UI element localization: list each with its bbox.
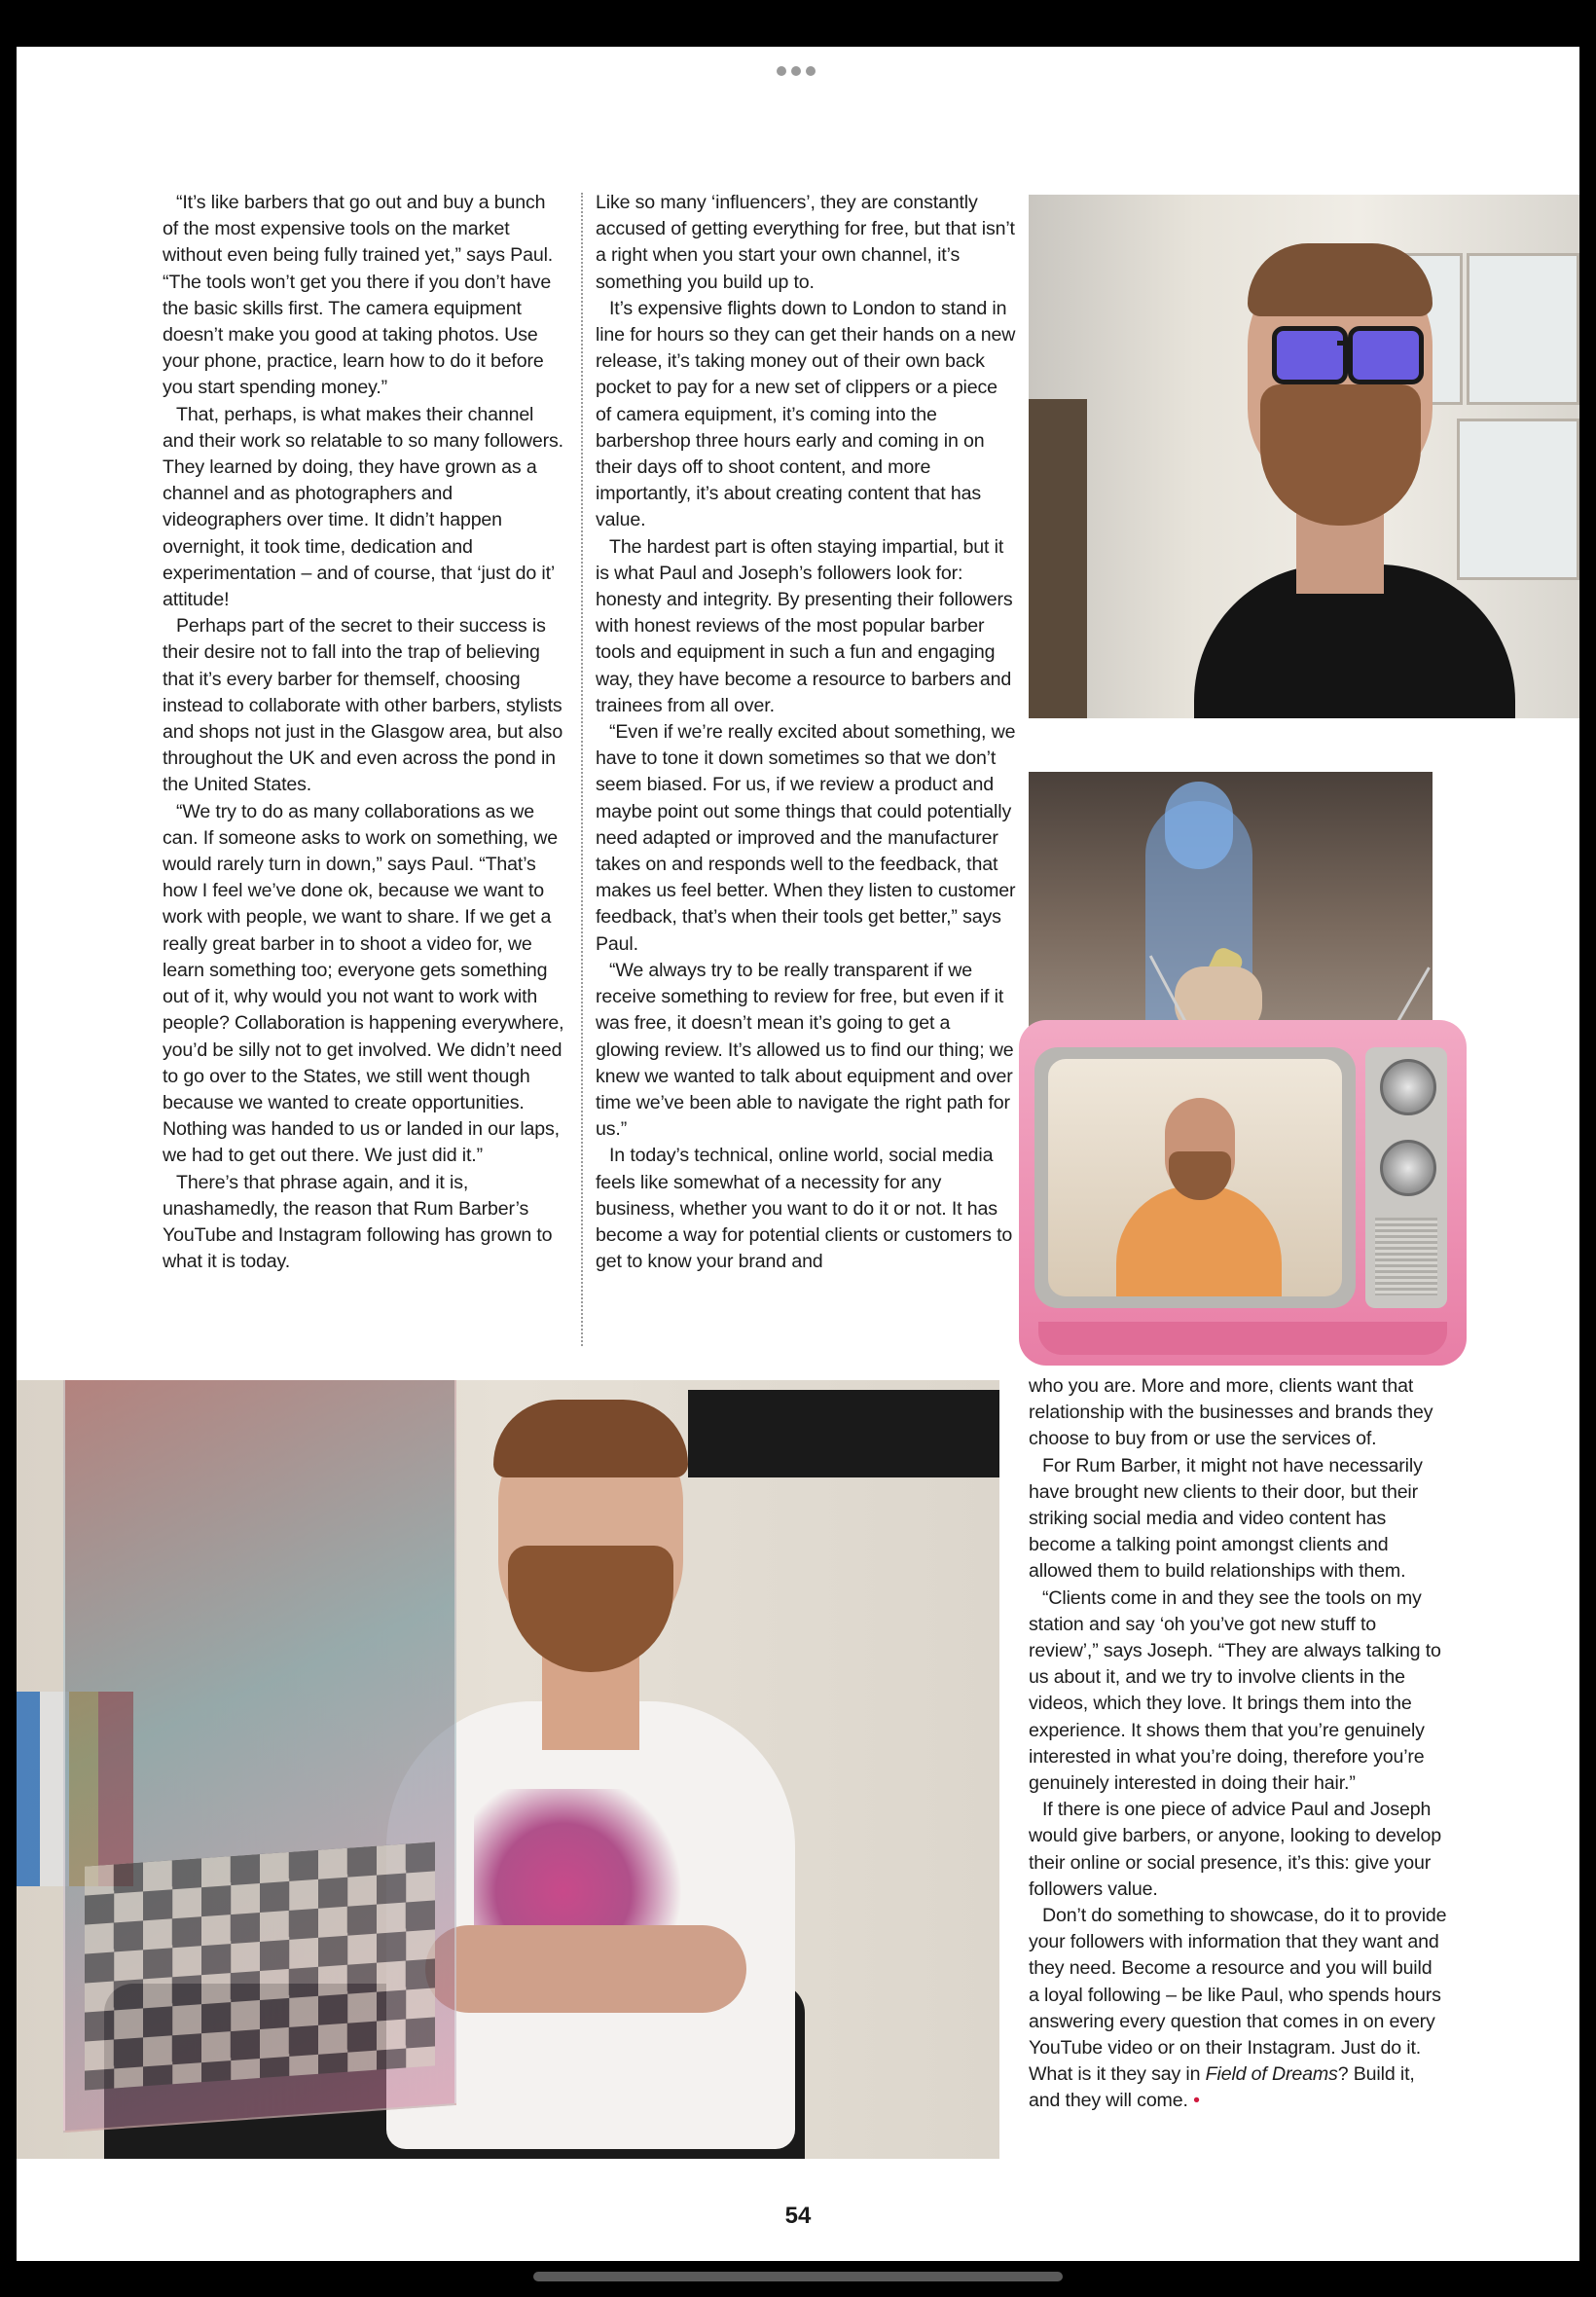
final-text-end: ? Build it, and they will come. [1029, 2063, 1415, 2112]
paragraph: In today’s technical, online world, social media feels like somewhat of a necessity for any business, whether you want to do it or not. It has become a way for potential clients or customers to get to know your brand and [596, 1145, 1013, 1273]
retro-tv-photo [1019, 1020, 1467, 1366]
page-number: 54 [784, 2203, 812, 2229]
end-mark: • [1193, 2090, 1200, 2112]
paragraph: “Clients come in and they see the tools on my station and say ‘oh you’ve got new stuff to review’,” says Joseph. “They are always talking to us about it, and we try to involve clients in the videos, which they love. It brings them into the experience. It shows them that you’re genuinely interested in what you’re doing, therefore you’re genuinely interested in doing their hair.” [1029, 1586, 1441, 1795]
paragraph: That, perhaps, is what makes their channel and their work so relatable to so many followers. They learned by doing, they have grown as a channel and as photographers and videographers over time. It didn’t happen overnight, it took time, dedication and experimentation – and of course, that ‘just do it’ attitude! [163, 403, 563, 611]
article-column-1 [163, 190, 565, 1275]
paragraph: For Rum Barber, it might not have necessarily have brought new clients to their door, but their striking social media and video content has become a talking point amongst clients and allowed them to build relationships with them. [1029, 1454, 1423, 1583]
paragraph: If there is one piece of advice Paul and Joseph would give barbers, or anyone, looking to develop their online or social presence, it’s this: give your followers value. [1029, 1799, 1441, 1900]
tv-screen [1048, 1059, 1342, 1296]
magazine-page [17, 47, 1579, 2261]
home-indicator-bar[interactable] [533, 2272, 1063, 2281]
seated-barber-photo [17, 1380, 999, 2159]
film-title: Field of Dreams [1205, 2063, 1338, 2086]
tv-control-panel [1365, 1047, 1447, 1308]
article-column-2 [596, 190, 1017, 1275]
paragraph: It’s expensive flights down to London to stand in line for hours so they can get their hands on a new release, it’s taking money out of their own back pocket to pay for a new set of clippers or a piece of camera equipment, it’s coming into the barbershop three hours early and coming in on their days off to shoot content, and more importantly, it’s about creating content that has value. [596, 297, 1016, 531]
paragraph: There’s that phrase again, and it is, unashamedly, the reason that Rum Barber’s YouTube and Instagram following has grown to what it is today. [163, 1171, 553, 1273]
paragraph: The hardest part is often staying impartial, but it is what Paul and Joseph’s followers look for: honesty and integrity. By presenting their followers with honest reviews of the most popular barber tools and equipment in such a fun and engaging way, they have become a resource to barbers and trainees from all over. [596, 535, 1013, 716]
paragraph: Like so many ‘influencers’, they are constantly accused of getting everything for free, but that isn’t a right when you start your own channel, it’s something you build up to. [596, 192, 1015, 293]
barber-shop-card-image [63, 1380, 456, 2133]
paragraph: “Even if we’re really excited about something, we have to tone it down sometimes so that we don’t seem biased. For us, if we review a product and maybe point out some things that could potentially need adapted or improved and the manufacturer takes on and responds well to the feedback, that makes us feel better. When they listen to customer feedback, that’s when their tools get better,” says Paul. [596, 721, 1016, 955]
hologram-photo [1029, 772, 1433, 1054]
final-paragraph [1029, 1903, 1447, 2115]
paragraph: “We always try to be really transparent if we receive something to review for free, but even if it was free, it doesn’t mean it’s going to get a glowing review. It’s allowed us to find our thing; we knew we wanted to talk about equipment and over time we’ve been able to navigate the right path for us.” [596, 959, 1014, 1141]
paragraph: who you are. More and more, clients want that relationship with the businesses and brands they choose to buy from or use the services of. [1029, 1375, 1433, 1450]
portrait-photo [1029, 195, 1579, 718]
paragraph: Perhaps part of the secret to their success is their desire not to fall into the trap of believing that it’s every barber for themself, choosing instead to collaborate with other barbers, stylists and shops not just in the Glasgow area, but also throughout the UK and even across the pond in the United States. [163, 615, 563, 796]
final-text: Don’t do something to showcase, do it to provide your followers with information that they want and they need. Become a resource and you will build a loyal following – be like Paul, who spends hours answering every question that comes in on every YouTube video or on their Instagram. Just do it. What is it they say in [1029, 1905, 1447, 2086]
paragraph: “We try to do as many collaborations as we can. If someone asks to work on something, we would rarely turn in down,” says Paul. “That’s how I feel we’ve done ok, because we want to work with people, we want to share. If we get a really great barber in to shoot a video for, we learn something too; everyone gets something out of it, why would you not want to work with people? Collaboration is happening everywhere, you’d be silly not to get involved. We didn’t need to go over to the States, we still went though because we wanted to create opportunities. Nothing was handed to us or landed in our laps, we had to get out there. We just did it.” [163, 800, 564, 1167]
column-divider [581, 193, 583, 1346]
ellipsis-icon[interactable] [777, 66, 816, 76]
article-column-3 [1029, 1373, 1447, 2115]
paragraph: “It’s like barbers that go out and buy a bunch of the most expensive tools on the market without even being fully trained yet,” says Paul. “The tools won’t get you there if you don’t have the basic skills first. The camera equipment doesn’t make you good at taking photos. Use your phone, practice, learn how to do it before you start spending money.” [163, 192, 554, 399]
